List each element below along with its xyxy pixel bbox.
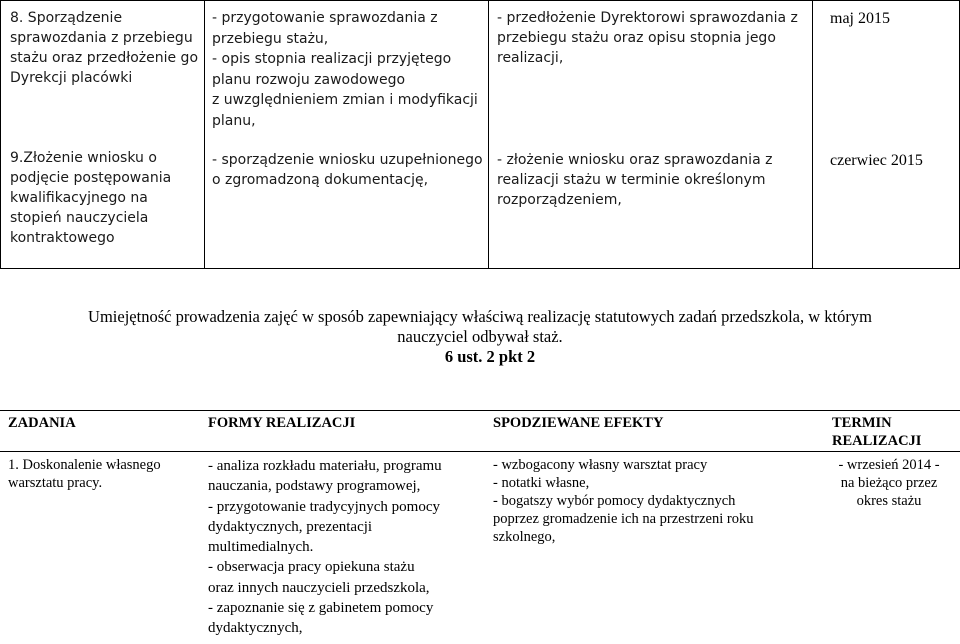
forms-cell: - przygotowanie sprawozdania z przebiegu stażu, - opis stopnia realizacji przyjętego planu rozwoju zawodowego z uwzględnieniem zmian i modyfikacji planu, [212, 10, 478, 129]
header-tasks: ZADANIA [8, 415, 76, 431]
task-cell: 8. Sporządzenie sprawozdania z przebiegu stażu oraz przedłożenie go Dyrekcji placówki [10, 10, 199, 86]
forms-cell: - analiza rozkładu materiału, programu nauczania, podstawy programowej, - przygotowanie tradycyjnych pomocy dydaktycznych, prezentacji multimedialnych. - obserwacja pracy opiekuna stażu oraz innych nauczycieli przedszkola, - zapoznanie się z gabinetem pomocy dydaktycznych, [208, 458, 442, 637]
table-border-top [0, 410, 960, 411]
column-divider [488, 0, 489, 269]
section-heading: Umiejętność prowadzenia zajęć w sposób zapewniający właściwą realizację statutowych zadań przedszkola, w którym nauczyciel odbywał staż. 6 ust. 2 pkt 2 [0, 307, 960, 367]
table-border-top [0, 0, 960, 1]
header-divider [0, 451, 960, 452]
column-divider [812, 0, 813, 269]
forms-cell: - sporządzenie wniosku uzupełnionego o zgromadzoną dokumentację, [212, 152, 483, 188]
column-divider [204, 0, 205, 269]
effects-cell: - przedłożenie Dyrektorowi sprawozdania z przebiegu stażu oraz opisu stopnia jego realizacji, [497, 10, 798, 66]
table-border-left [0, 0, 1, 269]
table-border-bottom [0, 268, 960, 269]
task-cell: 9.Złożenie wniosku o podjęcie postępowania kwalifikacyjnego na stopień nauczyciela kontraktowego [10, 150, 172, 246]
header-term: TERMIN REALIZACJI [832, 415, 922, 449]
term-cell: czerwiec 2015 [830, 152, 923, 169]
header-effects: SPODZIEWANE EFEKTY [493, 415, 664, 431]
term-cell: maj 2015 [830, 10, 890, 27]
effects-cell: - złożenie wniosku oraz sprawozdania z realizacji stażu w terminie określonym rozporządzeniem, [497, 152, 773, 208]
effects-cell: - wzbogacony własny warsztat pracy - notatki własne, - bogatszy wybór pomocy dydaktycznych poprzez gromadzenie ich na przestrzeni roku szkolnego, [493, 457, 754, 545]
header-forms: FORMY REALIZACJI [208, 415, 356, 431]
task-cell: 1. Doskonalenie własnego warsztatu pracy. [8, 457, 161, 491]
term-cell: - wrzesień 2014 - na bieżąco przez okres stażu [838, 457, 940, 509]
regulation-reference: 6 ust. 2 pkt 2 [444, 347, 536, 366]
